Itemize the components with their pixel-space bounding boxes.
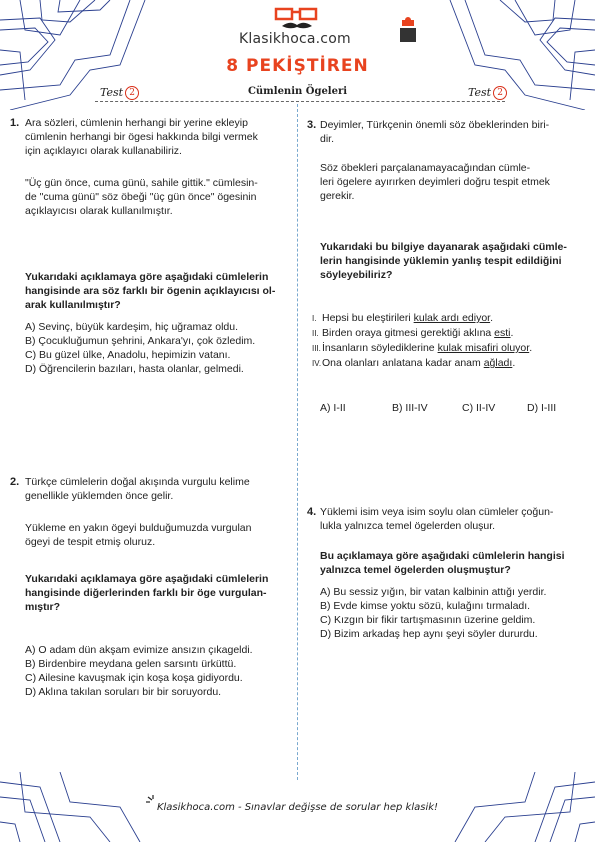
- q2-option-c[interactable]: C) Ailesine kavuşmak için koşa koşa gidiyordu.: [25, 672, 243, 684]
- test-label-text: Test: [468, 86, 492, 99]
- q3-option-d[interactable]: D) I-III: [527, 402, 557, 414]
- q3-question-line: Yukarıdaki bu bilgiye dayanarak aşağıdaki cümle-: [320, 241, 567, 253]
- q1-option-a[interactable]: A) Sevinç, büyük kardeşim, hiç uğramaz oldu.: [25, 321, 239, 333]
- q1-question-line: Yukarıdaki açıklamaya göre aşağıdaki cümlelerin: [25, 271, 269, 283]
- test-label-right: [468, 86, 507, 100]
- q3-example-line: gerekir.: [320, 190, 355, 202]
- logo-text: Klasikhoca.com: [239, 31, 351, 47]
- q1-intro-line: için açıklayıcı olarak kullanabiliriz.: [25, 145, 182, 157]
- q4-option-d[interactable]: D) Bizim arkadaş hep aynı şeyi söyler dururdu.: [320, 628, 538, 640]
- q1-option-d[interactable]: D) Öğrencilerin bazıları, hasta olanlar, gelmedi.: [25, 363, 244, 375]
- q1-example-line: açıklayıcısı olarak kullanılmıştır.: [25, 205, 173, 217]
- q3-example-line: Söz öbekleri parçalanamayacağından cümle-: [320, 162, 531, 174]
- q1-option-c[interactable]: C) Bu güzel ülke, Anadolu, hepimizin vatanı.: [25, 349, 231, 361]
- question-2: [25, 475, 290, 699]
- q3-statements: [312, 311, 587, 371]
- q3-question-line: lerin hangisinde yüklemin yanlış tespit edildiğini: [320, 255, 562, 267]
- q1-example-line: "Üç gün önce, cuma günü, sahile gittik." cümlesin-: [25, 177, 258, 189]
- footer-slogan: Klasikhoca.com - Sınavlar değişse de sorular hep klasik!: [156, 802, 439, 813]
- q2-option-d[interactable]: D) Aklına takılan soruları bir bir soruyordu.: [25, 686, 222, 698]
- q1-intro-line: Ara sözleri, cümlenin herhangi bir yerine ekleyip: [25, 117, 248, 129]
- graduation-cap-icon: [398, 16, 422, 46]
- q1-example-line: de "cuma günü" söz öbeği "üç gün önce" ögesinin: [25, 191, 257, 203]
- q3-example-line: leri ögelere ayırırken deyimleri doğru tespit etmek: [320, 176, 550, 188]
- question-4: [320, 505, 585, 641]
- q2-example-line: ögeyi de tespit etmiş oluruz.: [25, 536, 156, 548]
- question-2-number: 2.: [10, 476, 20, 488]
- q3-question-line: söyleyebiliriz?: [320, 269, 393, 281]
- q1-question-line: hangisinde ara söz farklı bir ögenin açıklayıcısı ol-: [25, 285, 276, 297]
- q3-intro-line: Deyimler, Türkçenin önemli söz öbeklerinden biri-: [320, 119, 550, 131]
- q4-question-line: yalnızca temel ögelerden oluşmuştur?: [320, 564, 511, 576]
- header-divider: [95, 101, 505, 102]
- q4-question-line: Bu açıklamaya göre aşağıdaki cümlelerin hangisi: [320, 550, 565, 562]
- test-number-badge: 2: [493, 86, 507, 100]
- q3-option-c[interactable]: C) II-IV: [462, 402, 496, 414]
- q1-question-line: arak kullanılmıştır?: [25, 299, 121, 311]
- q2-option-a[interactable]: A) O adam dün akşam evimize ansızın çıkageldi.: [25, 644, 253, 656]
- subject-title: Cümlenin Ögeleri: [247, 86, 348, 97]
- q1-intro-line: cümlenin herhangi bir ögesi hakkında bilgi vermek: [25, 131, 258, 143]
- q4-option-c[interactable]: C) Kızgın bir fikir tartışmasının üzerine geldim.: [320, 614, 536, 626]
- page-title: 8 PEKİŞTİREN: [226, 56, 369, 76]
- q2-option-b[interactable]: B) Birdenbire meydana gelen sarsıntı ürküttü.: [25, 658, 237, 670]
- q4-option-b[interactable]: B) Evde kimse yoktu sözü, kulağını tırmaladı.: [320, 600, 531, 612]
- column-divider: [297, 104, 298, 780]
- q3-statement-1: I. Hepsi bu eleştirileri kulak ardı ediyor.: [312, 312, 494, 324]
- question-3: [320, 118, 585, 282]
- test-number-badge: 2: [125, 86, 139, 100]
- q2-example-line: Yükleme en yakın ögeyi bulduğumuzda vurgulan: [25, 522, 252, 534]
- q3-intro-line: dir.: [320, 133, 335, 145]
- question-1-number: 1.: [10, 117, 20, 129]
- q3-option-a[interactable]: A) I-II: [320, 402, 346, 414]
- q4-intro-line: lukla yalnızca temel ögelerden oluşur.: [320, 520, 496, 532]
- q3-statement-4: IV.Ona olanları anlatana kadar anam ağladı.: [312, 357, 516, 369]
- q2-question-line: hangisinde diğerlerinden farklı bir öge vurgulan-: [25, 587, 267, 599]
- q2-question-line: Yukarıdaki açıklamaya göre aşağıdaki cümlelerin: [25, 573, 269, 585]
- q2-intro-line: Türkçe cümlelerin doğal akışında vurgulu kelime: [25, 476, 250, 488]
- q2-intro-line: genellikle yüklemden önce gelir.: [25, 490, 174, 502]
- q1-option-b[interactable]: B) Çocukluğumun şehrini, Ankara'yı, çok özledim.: [25, 335, 256, 347]
- question-1: [25, 116, 290, 376]
- test-label-text: Test: [100, 86, 124, 99]
- q3-statement-2: II. Birden oraya gitmesi gerektiği aklına esti.: [312, 327, 514, 339]
- question-3-number: 3.: [307, 119, 317, 131]
- q4-option-a[interactable]: A) Bu sessiz yığın, bir vatan kalbinin attığı yerdir.: [320, 586, 547, 598]
- q3-statement-3: III.İnsanların söylediklerine kulak misafiri oluyor.: [312, 342, 533, 354]
- question-4-number: 4.: [307, 506, 317, 518]
- glasses-mustache-logo-icon: [272, 6, 322, 32]
- q3-option-b[interactable]: B) III-IV: [392, 402, 428, 414]
- q2-question-line: mıştır?: [25, 601, 61, 613]
- q4-intro-line: Yüklemi isim veya isim soylu olan cümleler çoğun-: [320, 506, 554, 518]
